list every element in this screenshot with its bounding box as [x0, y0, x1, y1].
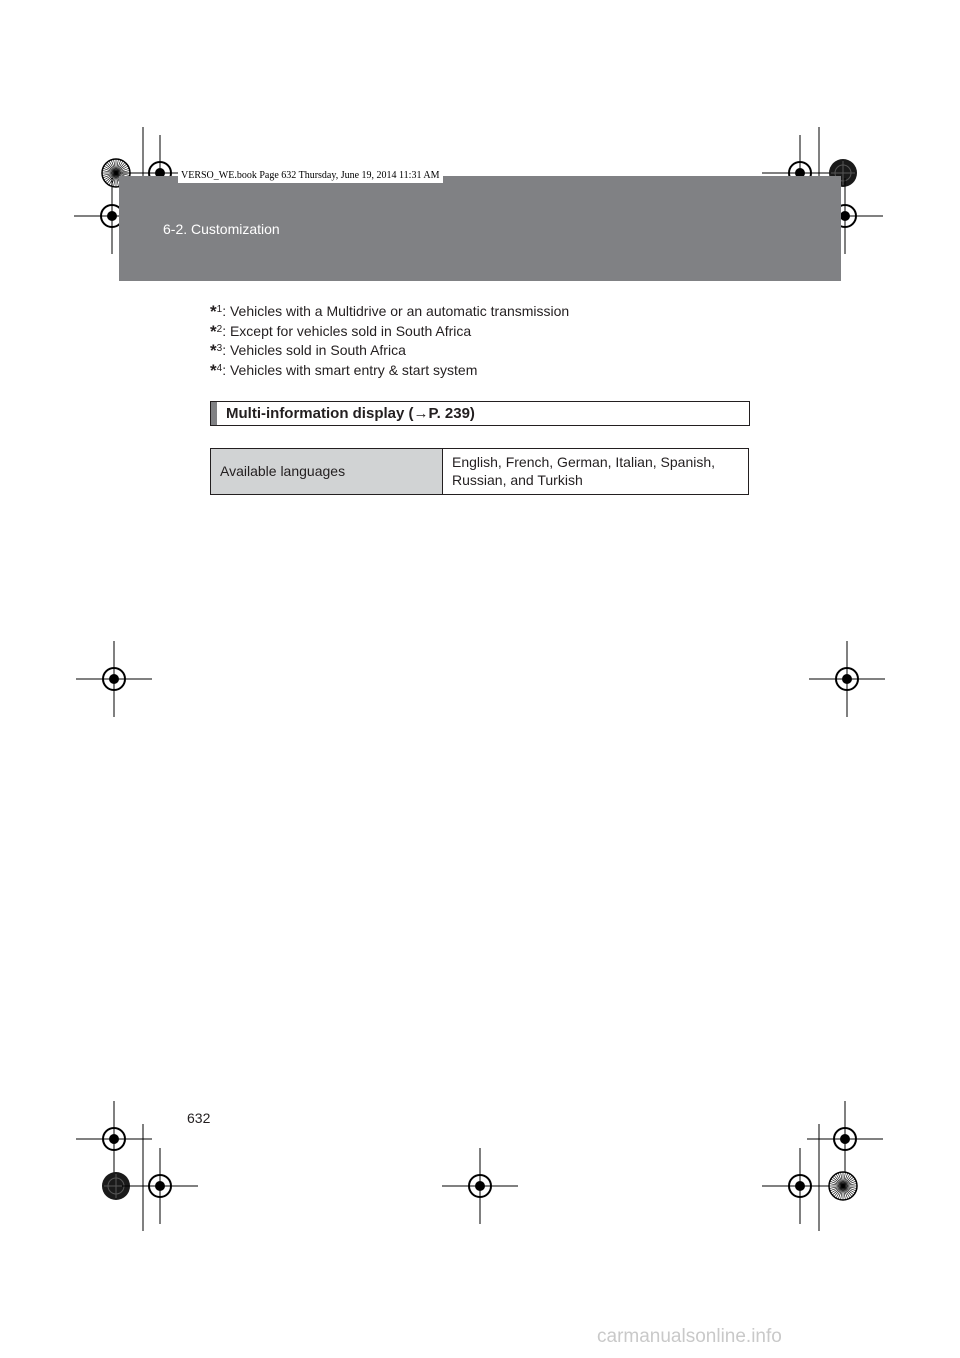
registration-crosshair: [122, 1148, 198, 1224]
footnote-text: : Vehicles with a Multidrive or an automatic transmission: [222, 303, 570, 319]
section-heading-text: Multi-information display (→P. 239): [226, 405, 475, 422]
table-value-line: Russian, and Turkish: [452, 472, 583, 488]
settings-table: [210, 448, 749, 495]
registration-crosshair: [807, 1101, 883, 1177]
registration-crosshair: [76, 641, 152, 717]
footnote-item: [210, 359, 770, 379]
registration-crosshair: [762, 1148, 838, 1224]
section-title: 6-2. Customization: [163, 221, 280, 237]
table-label: Available languages: [220, 463, 346, 479]
footnote-marker: *: [210, 302, 217, 321]
table-value-cell: [452, 453, 742, 489]
table-value-line: English, French, German, Italian, Spanish,: [452, 454, 716, 470]
footnote-item: [210, 339, 770, 359]
footnote-marker: *: [210, 360, 217, 380]
registration-crosshair: [76, 1101, 152, 1177]
registration-crosshair: [809, 641, 885, 717]
footnote-marker: *: [210, 341, 217, 360]
footnote-number: 2: [216, 323, 223, 335]
registration-starburst: [829, 1172, 857, 1200]
print-stamp: VERSO_WE.book Page 632 Thursday, June 19, 2014 11:31 AM: [178, 169, 443, 183]
footnote-number: 4: [216, 362, 223, 374]
footnote-text: : Vehicles with smart entry & start system: [222, 361, 478, 378]
footnote-list: [210, 300, 770, 378]
registration-crosshair: [442, 1148, 518, 1224]
footnote-item: [210, 300, 770, 320]
footnote-number: 3: [216, 343, 223, 354]
page-number: 632: [187, 1110, 211, 1126]
footnote-item: [210, 320, 770, 340]
footnote-marker: *: [210, 321, 217, 341]
watermark: carmanualsonline.info: [597, 1326, 782, 1347]
footnote-text: : Except for vehicles sold in South Africa: [222, 322, 472, 339]
table-label-cell: [211, 449, 443, 494]
heading-accent-bar: [211, 402, 217, 425]
footnote-text: : Vehicles sold in South Africa: [222, 342, 406, 358]
section-heading: [210, 401, 750, 426]
footnote-number: 1: [216, 304, 223, 315]
